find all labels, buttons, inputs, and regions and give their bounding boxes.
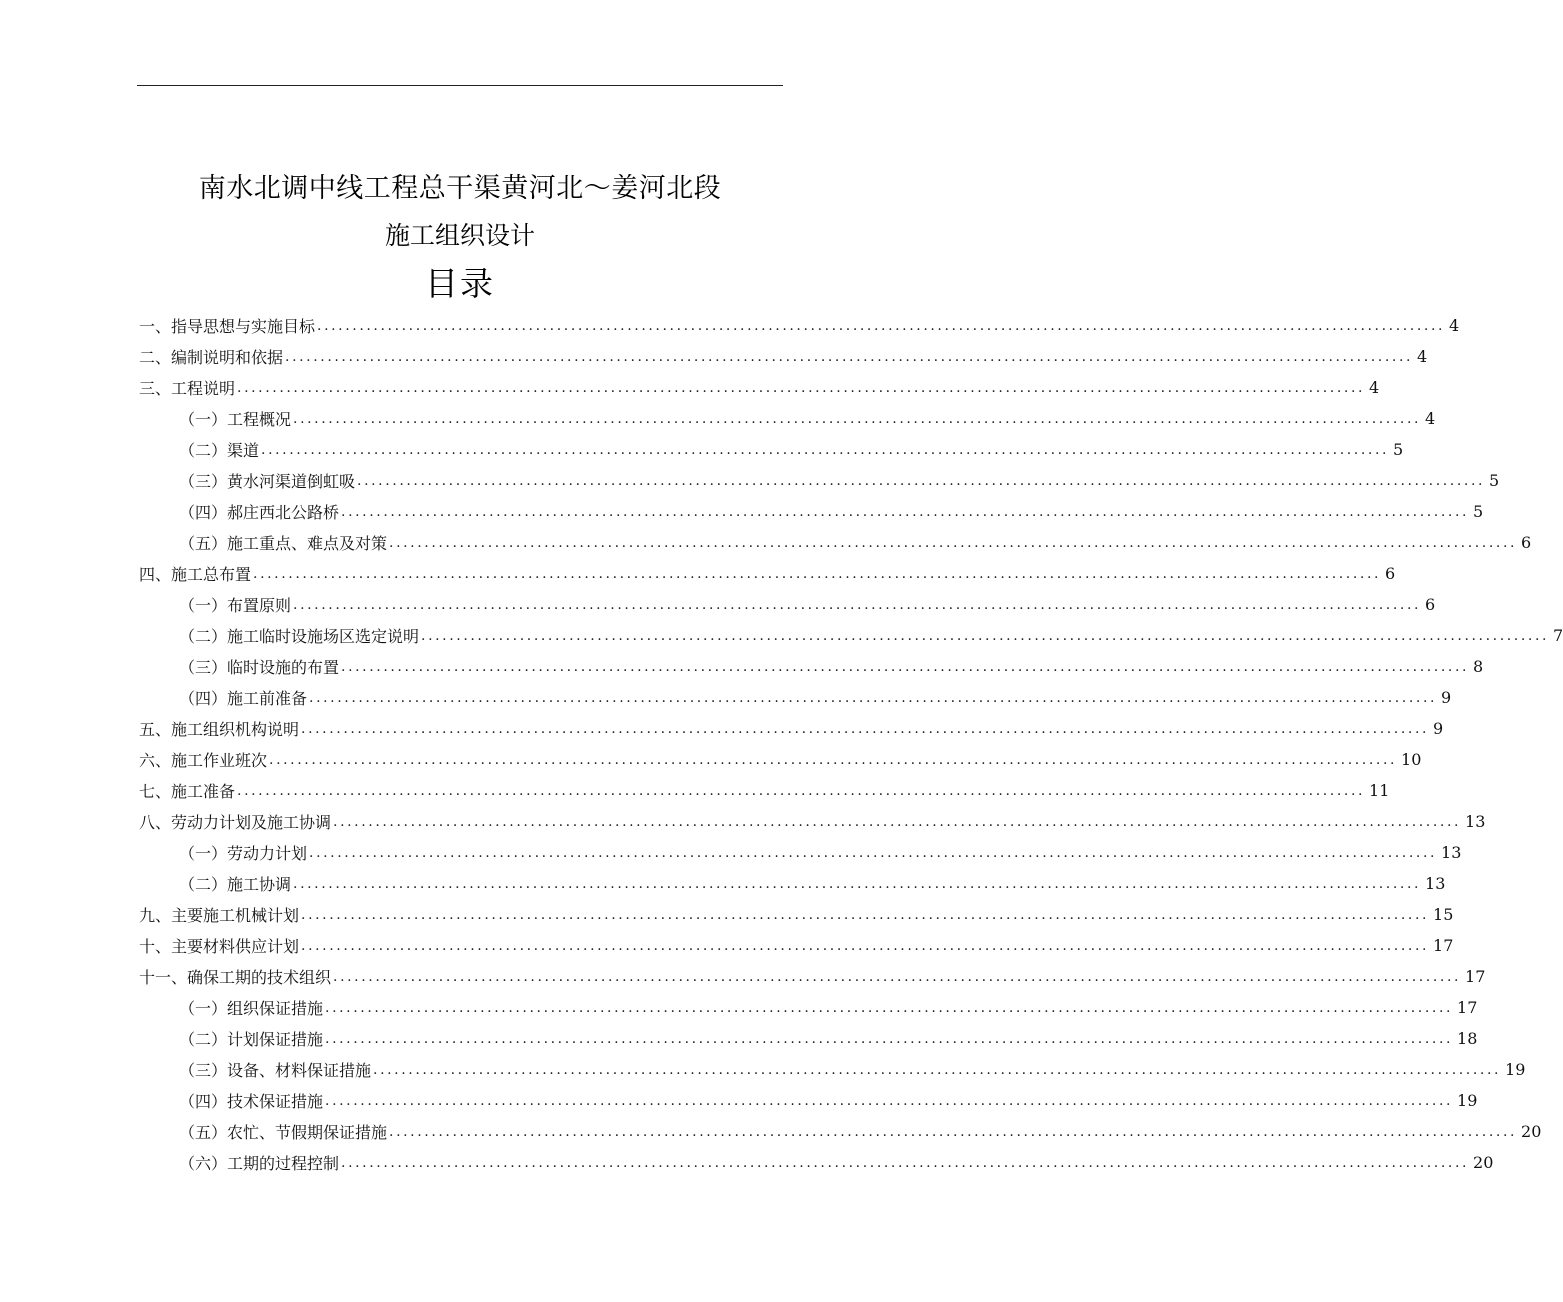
toc-entry[interactable] — [139, 1116, 1542, 1147]
toc-entry-page: 4 — [1417, 347, 1428, 366]
toc-entry[interactable] — [139, 372, 1380, 403]
toc-entry[interactable] — [139, 434, 1404, 465]
toc-entry[interactable] — [139, 496, 1484, 527]
toc-entry[interactable] — [139, 310, 1460, 341]
toc-leader-dots: ................................................................................................................................................................ — [293, 410, 1422, 427]
toc-entry-label: 四、施工总布置 — [139, 565, 252, 584]
toc-entry-label: （一）组织保证措施 — [179, 999, 324, 1018]
toc-entry[interactable] — [139, 1085, 1478, 1116]
toc-leader-dots: ................................................................................................................................................................ — [301, 720, 1430, 737]
toc-entry-label: 七、施工准备 — [139, 782, 236, 801]
toc-entry-page: 5 — [1393, 440, 1404, 459]
toc-entry-label: （二）渠道 — [179, 441, 260, 460]
toc-entry-label: （三）临时设施的布置 — [179, 658, 340, 677]
toc-entry[interactable] — [139, 899, 1454, 930]
toc-entry[interactable] — [139, 837, 1462, 868]
toc-leader-dots: ................................................................................................................................................................ — [357, 472, 1486, 489]
toc-leader-dots: ................................................................................................................................................................ — [325, 999, 1454, 1016]
toc-entry[interactable] — [139, 682, 1452, 713]
toc-entry-label: （五）农忙、节假期保证措施 — [179, 1123, 388, 1142]
toc-entry-page: 4 — [1449, 316, 1460, 335]
toc-entry-label: 三、工程说明 — [139, 379, 236, 398]
toc-entry-page: 17 — [1433, 936, 1454, 955]
toc-entry-page: 17 — [1465, 967, 1486, 986]
toc-leader-dots: ................................................................................................................................................................ — [301, 906, 1430, 923]
toc-leader-dots: ................................................................................................................................................................ — [309, 844, 1438, 861]
toc-leader-dots: ................................................................................................................................................................ — [269, 751, 1398, 768]
header-rule — [137, 85, 783, 86]
toc-entry[interactable] — [139, 1054, 1526, 1085]
toc-entry-label: 十一、确保工期的技术组织 — [139, 968, 332, 987]
toc-entry-page: 15 — [1433, 905, 1454, 924]
toc-leader-dots: ................................................................................................................................................................ — [341, 658, 1470, 675]
toc-entry-label: （四）郝庄西北公路桥 — [179, 503, 340, 522]
toc-leader-dots: ................................................................................................................................................................ — [341, 1154, 1470, 1171]
toc-entry-label: （六）工期的过程控制 — [179, 1154, 340, 1173]
toc-entry-label: （五）施工重点、难点及对策 — [179, 534, 388, 553]
toc-leader-dots: ................................................................................................................................................................ — [317, 317, 1446, 334]
toc-leader-dots: ................................................................................................................................................................ — [421, 627, 1550, 644]
toc-leader-dots: ................................................................................................................................................................ — [237, 379, 1366, 396]
toc-entry-label: （二）计划保证措施 — [179, 1030, 324, 1049]
toc-entry[interactable] — [139, 620, 1563, 651]
toc-entry[interactable] — [139, 403, 1436, 434]
toc-entry-page: 6 — [1425, 595, 1436, 614]
toc-entry-page: 6 — [1385, 564, 1396, 583]
toc-entry-label: （二）施工临时设施场区选定说明 — [179, 627, 420, 646]
toc-entry-page: 4 — [1369, 378, 1380, 397]
toc-entry-label: （四）施工前准备 — [179, 689, 308, 708]
toc-entry[interactable] — [139, 341, 1428, 372]
document-subtitle: 施工组织设计 — [384, 221, 535, 250]
toc-entry[interactable] — [139, 806, 1486, 837]
table-of-contents — [139, 310, 1563, 1178]
toc-leader-dots: ................................................................................................................................................................ — [261, 441, 1390, 458]
toc-entry[interactable] — [139, 961, 1486, 992]
toc-leader-dots: ................................................................................................................................................................ — [325, 1030, 1454, 1047]
toc-entry-label: 九、主要施工机械计划 — [139, 906, 300, 925]
toc-entry-page: 6 — [1521, 533, 1532, 552]
toc-entry[interactable] — [139, 527, 1532, 558]
toc-leader-dots: ................................................................................................................................................................ — [389, 534, 1518, 551]
toc-entry-page: 10 — [1401, 750, 1422, 769]
toc-entry-page: 5 — [1473, 502, 1484, 521]
toc-heading: 目录 — [425, 264, 495, 303]
toc-entry-page: 4 — [1425, 409, 1436, 428]
toc-leader-dots: ................................................................................................................................................................ — [389, 1123, 1518, 1140]
toc-entry-page: 20 — [1473, 1153, 1494, 1172]
toc-entry-label: （三）设备、材料保证措施 — [179, 1061, 372, 1080]
toc-entry-label: （四）技术保证措施 — [179, 1092, 324, 1111]
toc-entry-label: （一）布置原则 — [179, 596, 292, 615]
toc-entry-label: 五、施工组织机构说明 — [139, 720, 300, 739]
toc-entry[interactable] — [139, 775, 1390, 806]
toc-entry-page: 19 — [1457, 1091, 1478, 1110]
toc-entry-page: 13 — [1441, 843, 1462, 862]
toc-entry-page: 18 — [1457, 1029, 1478, 1048]
document-title: 南水北调中线工程总干渠黄河北～姜河北段 — [198, 173, 722, 204]
toc-entry[interactable] — [139, 465, 1500, 496]
toc-entry-page: 20 — [1521, 1122, 1542, 1141]
toc-leader-dots: ................................................................................................................................................................ — [333, 968, 1462, 985]
toc-leader-dots: ................................................................................................................................................................ — [285, 348, 1414, 365]
toc-entry-page: 13 — [1465, 812, 1486, 831]
toc-entry-page: 8 — [1473, 657, 1484, 676]
toc-entry-page: 11 — [1369, 781, 1390, 800]
toc-entry-page: 9 — [1433, 719, 1444, 738]
toc-entry-page: 19 — [1505, 1060, 1526, 1079]
toc-entry[interactable] — [139, 558, 1396, 589]
toc-entry-page: 13 — [1425, 874, 1446, 893]
toc-entry[interactable] — [139, 651, 1484, 682]
toc-leader-dots: ................................................................................................................................................................ — [341, 503, 1470, 520]
toc-entry-label: （三）黄水河渠道倒虹吸 — [179, 472, 356, 491]
toc-entry[interactable] — [139, 930, 1454, 961]
toc-entry-page: 17 — [1457, 998, 1478, 1017]
toc-leader-dots: ................................................................................................................................................................ — [373, 1061, 1502, 1078]
toc-leader-dots: ................................................................................................................................................................ — [293, 875, 1422, 892]
toc-entry-page: 5 — [1489, 471, 1500, 490]
toc-entry-label: 八、劳动力计划及施工协调 — [139, 813, 332, 832]
toc-leader-dots: ................................................................................................................................................................ — [293, 596, 1422, 613]
toc-leader-dots: ................................................................................................................................................................ — [325, 1092, 1454, 1109]
toc-entry-label: 二、编制说明和依据 — [139, 348, 284, 367]
toc-leader-dots: ................................................................................................................................................................ — [237, 782, 1366, 799]
toc-entry[interactable] — [139, 589, 1436, 620]
toc-leader-dots: ................................................................................................................................................................ — [333, 813, 1462, 830]
toc-entry[interactable] — [139, 868, 1446, 899]
toc-entry[interactable] — [139, 1023, 1478, 1054]
toc-entry-label: （二）施工协调 — [179, 875, 292, 894]
toc-entry-label: 十、主要材料供应计划 — [139, 937, 300, 956]
toc-leader-dots: ................................................................................................................................................................ — [309, 689, 1438, 706]
toc-entry-page: 7 — [1553, 626, 1563, 645]
toc-entry[interactable] — [139, 1147, 1494, 1178]
toc-entry-label: 一、指导思想与实施目标 — [139, 317, 316, 336]
toc-entry-page: 9 — [1441, 688, 1452, 707]
toc-leader-dots: ................................................................................................................................................................ — [253, 565, 1382, 582]
toc-entry-label: 六、施工作业班次 — [139, 751, 268, 770]
toc-entry[interactable] — [139, 713, 1444, 744]
toc-entry-label: （一）劳动力计划 — [179, 844, 308, 863]
toc-entry[interactable] — [139, 744, 1422, 775]
toc-entry[interactable] — [139, 992, 1478, 1023]
toc-leader-dots: ................................................................................................................................................................ — [301, 937, 1430, 954]
toc-entry-label: （一）工程概况 — [179, 410, 292, 429]
